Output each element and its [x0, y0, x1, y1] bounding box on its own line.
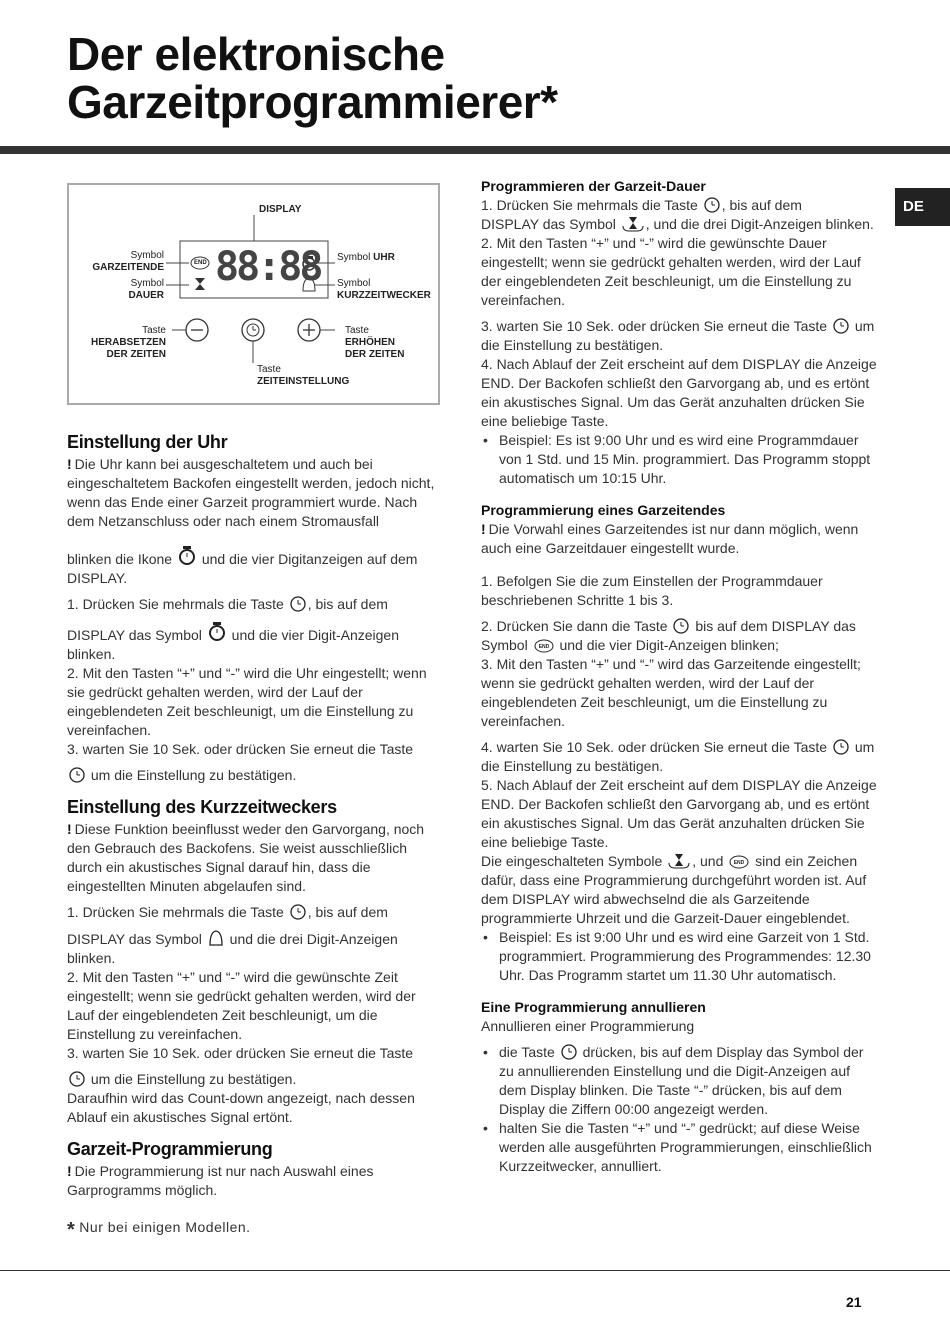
dauer-example: • Beispiel: Es ist 9:00 Uhr und es wird eine Programmdauer von 1 Std. und 15 Min. programmiert. Das Programm stoppt automatisch um 10:15 Uhr.	[481, 431, 881, 488]
annul-bullet-1: • die Taste drücken, bis auf dem Display das Symbol der zu annullierenden Einstellung und die Digit-Anzeigen auf dem Display blinken. Die Taste “-” drücken, bis auf dem Display die Ziffern 00:00 angezeigt werden.	[481, 1043, 881, 1119]
garprog-intro: ! Die Programmierung ist nur nach Auswahl eines Garprogramms möglich.	[67, 1163, 374, 1198]
ende-step-3: 3. Mit den Tasten “+” und “-” wird das Garzeitende eingestellt; wenn sie gedrückt gehalten werden, wird der Lauf der eingeblendeten Zeit beschleunigt, um die Einstellung zu vereinfachen.	[481, 656, 861, 729]
clock-symbol-icon	[208, 621, 226, 643]
left-column	[67, 420, 439, 1200]
page-title	[67, 30, 558, 126]
kurz-countdown: Daraufhin wird das Count-down angezeigt, nach dessen Ablauf ein akustisches Signal ertönt.	[67, 1090, 415, 1125]
diagram-display-label: DISPLAY	[259, 204, 302, 215]
uhr-step-3-cont: um die Einstellung zu bestätigen.	[67, 766, 439, 785]
ende-example: • Beispiel: Es ist 9:00 Uhr und es wird eine Garzeit von 1 Std. programmiert. Programmierung des Programmendes: 12.30 Uhr. Das Programm startet um 11.30 Uhr automatisch.	[481, 928, 881, 985]
footnote: * Nur bei einigen Modellen.	[67, 1219, 251, 1241]
label-symbol-dauer: Symbol DAUER	[128, 278, 164, 301]
kurz-intro: ! Diese Funktion beeinflusst weder den Garvorgang, noch den Gebrauch des Backofens. Sie weist ausschließlich durch ein akustisches Signal darauf hin, dass die eingestellten Minuten abgelaufen sind.	[67, 821, 425, 894]
page-number: 21	[846, 1294, 862, 1310]
control-panel-diagram	[67, 183, 440, 405]
label-taste-erhoehen: Taste ERHÖHEN DER ZEITEN	[345, 325, 405, 360]
clock-button-icon	[290, 904, 306, 920]
label-symbol-uhr: Symbol UHR	[337, 252, 395, 263]
label-taste-herabsetzen: Taste HERABSETZEN DER ZEITEN	[90, 325, 166, 360]
ende-step-4: 4. warten Sie 10 Sek. oder drücken Sie erneut die Taste um die Einstellung zu bestätigen.	[481, 739, 875, 774]
kurz-step-2: 2. Mit den Tasten “+” und “-” wird die gewünschte Zeit eingestellt; wenn sie gedrückt gehalten werden, wird der Lauf der eingeblendeten Zeit beschleunigt, um die Einstellung zu vereinfachen.	[67, 969, 416, 1042]
language-tab: DE	[895, 188, 950, 226]
clock-button-icon	[69, 767, 85, 783]
annul-bullet-2: • halten Sie die Tasten “+” und “-” gedrückt; auf diese Weise werden alle ausgeführten Programmierungen, einschließlich Kurzzeitwecker, annulliert.	[481, 1119, 881, 1176]
kurz-step-1-cont: DISPLAY das Symbol und die drei Digit-Anzeigen blinken.	[67, 931, 398, 966]
label-taste-zeiteinstellung: Taste ZEITEINSTELLUNG	[257, 364, 350, 387]
clock-button-icon	[833, 739, 849, 755]
title-line-2: Garzeitprogrammierer*	[67, 76, 558, 128]
right-column	[481, 178, 881, 1176]
heading-dauer: Programmieren der Garzeit-Dauer	[481, 178, 706, 194]
kurz-step-1: 1. Drücken Sie mehrmals die Taste , bis auf dem	[67, 904, 388, 920]
bell-icon	[208, 929, 224, 947]
ende-step-5: 5. Nach Ablauf der Zeit erscheint auf dem DISPLAY die Anzeige END. Der Backofen schließt den Garvorgang ab, und es ertönt ein akustisches Signal. Um das Gerät anzuhalten drücken Sie eine beliebige Taste.	[481, 777, 877, 850]
ende-intro: ! Die Vorwahl eines Garzeitendes ist nur dann möglich, wenn auch eine Garzeitdauer eingestellt wurde.	[481, 521, 859, 556]
dauer-step-1-cont: DISPLAY das Symbol , und die drei Digit-Anzeigen blinken.	[481, 216, 874, 232]
heading-garzeitende: Programmierung eines Garzeitendes	[481, 502, 726, 518]
uhr-step-3: 3. warten Sie 10 Sek. oder drücken Sie erneut die Taste	[67, 741, 414, 757]
end-symbol-text: END	[194, 260, 207, 266]
heading-garzeit-programmierung: Garzeit-Programmierung	[67, 1139, 273, 1159]
clock-button-icon	[704, 197, 720, 213]
svg-text:END: END	[733, 860, 745, 866]
header-rule	[0, 146, 950, 154]
ende-step-1: 1. Befolgen Sie die zum Einstellen der Programmdauer beschriebenen Schritte 1 bis 3.	[481, 573, 823, 608]
hourglass-icon	[622, 216, 644, 232]
kurz-step-3-cont: um die Einstellung zu bestätigen.	[67, 1070, 439, 1089]
uhr-blink: blinken die Ikone und die vier Digitanzeigen auf dem DISPLAY.	[67, 545, 439, 588]
uhr-step-2: 2. Mit den Tasten “+” und “-” wird die Uhr eingestellt; wenn sie gedrückt gehalten werden, wird der Lauf der eingeblendeten Zeit beschleunigt, um die Einstellung zu vereinfachen.	[67, 665, 427, 738]
svg-text:END: END	[538, 644, 549, 650]
clock-button-icon	[561, 1044, 577, 1060]
label-symbol-kurzzeitwecker: Symbol KURZZEITWECKER	[337, 278, 431, 301]
dauer-step-1: 1. Drücken Sie mehrmals die Taste , bis auf dem	[481, 197, 802, 213]
clock-button-icon	[290, 596, 306, 612]
heading-annullieren: Eine Programmierung annullieren	[481, 999, 706, 1015]
uhr-intro: ! Die Uhr kann bei ausgeschaltetem und auch bei eingeschaltetem Backofen eingestellt werden, jedoch nicht, wenn das Ende einer Garzeit programmiert wurde. Nach dem Netzanschluss oder nach einem Stromausfall	[67, 456, 435, 529]
title-line-1: Der elektronische	[67, 28, 445, 80]
uhr-step-1: 1. Drücken Sie mehrmals die Taste , bis auf dem	[67, 596, 388, 612]
heading-kurzzeitwecker: Einstellung des Kurzzeitweckers	[67, 797, 337, 817]
clock-button-icon	[833, 318, 849, 334]
footer-rule	[0, 1270, 950, 1271]
kurz-step-3: 3. warten Sie 10 Sek. oder drücken Sie erneut die Taste	[67, 1045, 414, 1061]
dauer-step-2: 2. Mit den Tasten “+” und “-” wird die gewünschte Dauer eingestellt; wenn sie gedrückt gehalten werden, wird der Lauf der eingeblendeten Zeit beschleunigt, um die Einstellung zu vereinfachen.	[481, 235, 861, 308]
dauer-step-4: 4. Nach Ablauf der Zeit erscheint auf dem DISPLAY die Anzeige END. Der Backofen schließt den Garvorgang ab, und es ertönt ein akustisches Signal. Um das Gerät anzuhalten drücken Sie eine beliebige Taste.	[481, 356, 877, 429]
ende-symbols-note: Die eingeschalteten Symbole , und END sind ein Zeichen dafür, dass eine Programmierung durchgeführt worden ist. Auf dem DISPLAY wird abwechselnd die als Garzeitende programmierte Uhrzeit und die Garzeit-Dauer eingeblendet.	[481, 853, 867, 926]
annul-intro: Annullieren einer Programmierung	[481, 1018, 695, 1034]
hourglass-icon	[668, 853, 690, 869]
clock-symbol-icon	[178, 545, 196, 567]
dauer-step-3: 3. warten Sie 10 Sek. oder drücken Sie erneut die Taste um die Einstellung zu bestätigen.	[481, 318, 875, 353]
uhr-step-1-cont: DISPLAY das Symbol und die vier Digit-Anzeigen blinken.	[67, 621, 439, 664]
label-symbol-garzeitende: Symbol GARZEITENDE	[92, 250, 164, 273]
clock-button-icon	[69, 1071, 85, 1087]
ende-step-2: 2. Drücken Sie dann die Taste bis auf dem DISPLAY das Symbol END und die vier Digit-Anzeigen blinken;	[481, 618, 856, 653]
end-symbol-icon	[534, 639, 554, 653]
heading-uhr: Einstellung der Uhr	[67, 432, 228, 452]
display-digits: 88:88	[215, 244, 321, 290]
end-symbol-icon	[729, 855, 749, 869]
clock-button-icon	[673, 618, 689, 634]
